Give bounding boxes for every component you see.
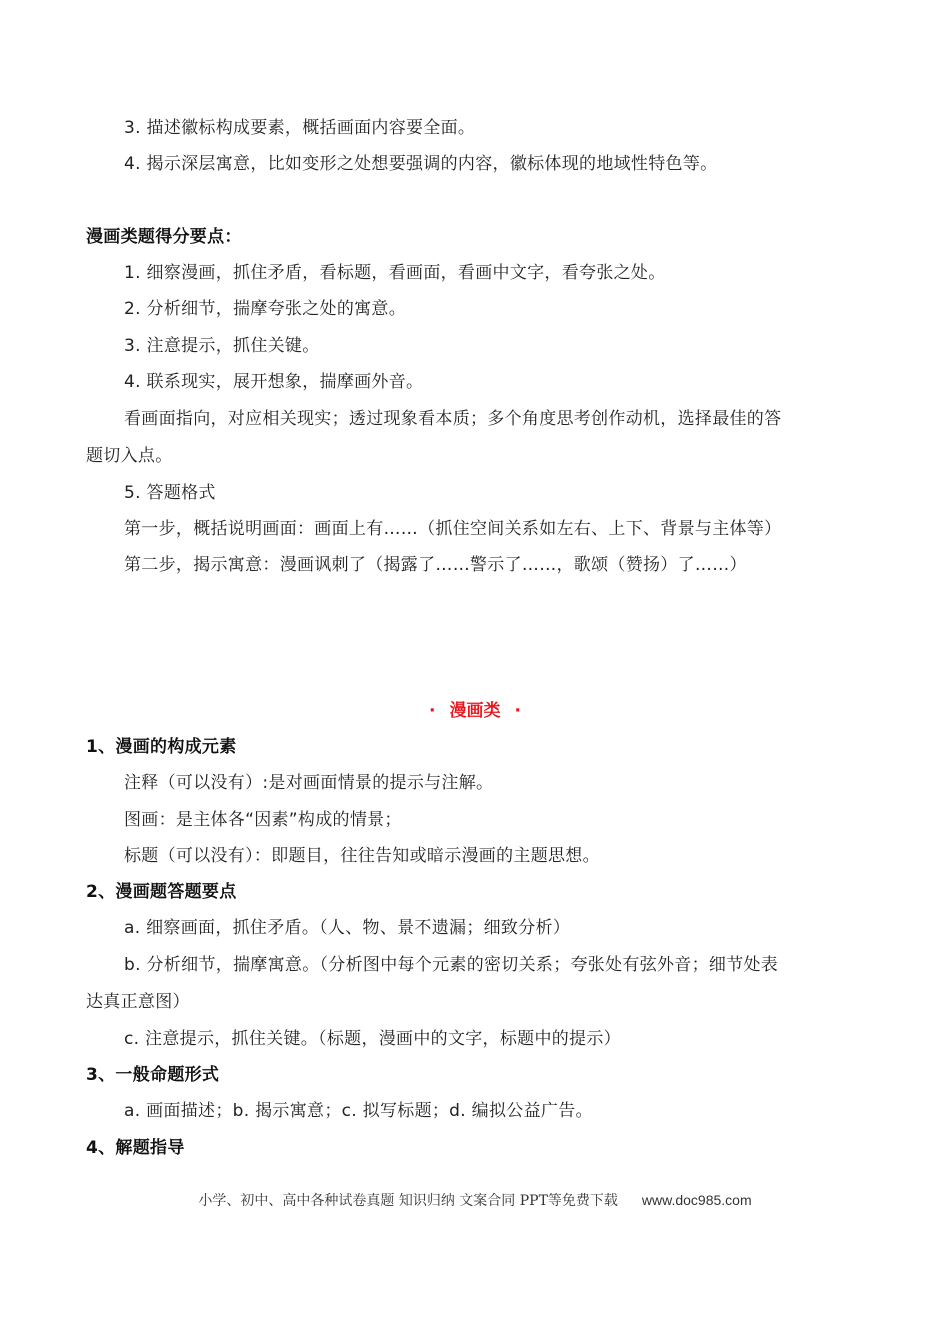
title-text: 漫画类 — [449, 701, 501, 721]
comic-section-title — [0, 699, 950, 723]
comic-point-1: 1. 细察漫画，抓住矛盾，看标题，看画面，看画中文字，看夸张之处。 — [124, 263, 666, 283]
element-picture: 图画：是主体各“因素”构成的情景； — [124, 810, 402, 830]
heading-2-answer-points: 2、漫画题答题要点 — [86, 882, 237, 902]
item-3-logo-elements: 3. 描述徽标构成要素，概括画面内容要全面。 — [124, 118, 476, 138]
answer-step-2: 第二步，揭示寓意：漫画讽刺了（揭露了……警示了……，歌颂（赞扬）了……） — [124, 555, 747, 575]
comic-point-2: 2. 分析细节，揣摩夸张之处的寓意。 — [124, 299, 407, 319]
answer-step-1: 第一步，概括说明画面：画面上有……（抓住空间关系如左右、上下、背景与主体等） — [124, 519, 782, 539]
comic-point-4: 4. 联系现实，展开想象，揣摩画外音。 — [124, 372, 424, 392]
heading-3-question-forms: 3、一般命题形式 — [86, 1065, 220, 1085]
element-annotation: 注释（可以没有）:是对画面情景的提示与注解。 — [124, 773, 494, 793]
heading-4-solving-guide: 4、解题指导 — [86, 1138, 185, 1158]
title-dot-left: · — [429, 701, 436, 721]
comic-point-3: 3. 注意提示，抓住关键。 — [124, 336, 320, 356]
footer-url: www.doc985.com — [641, 1192, 752, 1208]
answer-point-b-line-2: 达真正意图） — [86, 992, 190, 1012]
paragraph-line-1: 看画面指向，对应相关现实；透过现象看本质；多个角度思考创作动机，选择最佳的答 — [124, 409, 782, 429]
title-dot-right: · — [514, 701, 521, 721]
paragraph-line-2: 题切入点。 — [86, 446, 173, 466]
answer-point-c: c. 注意提示，抓住关键。（标题，漫画中的文字，标题中的提示） — [124, 1029, 621, 1049]
page-footer — [0, 1190, 950, 1210]
item-4-deep-meaning: 4. 揭示深层寓意，比如变形之处想要强调的内容，徽标体现的地域性特色等。 — [124, 154, 718, 174]
answer-point-b-line-1: b. 分析细节，揣摩寓意。（分析图中每个元素的密切关系；夸张处有弦外音；细节处表 — [124, 955, 779, 975]
question-forms-list: a. 画面描述；b. 揭示寓意；c. 拟写标题；d. 编拟公益广告。 — [124, 1101, 593, 1121]
answer-format-title: 5. 答题格式 — [124, 483, 216, 503]
answer-point-a: a. 细察画面，抓住矛盾。（人、物、景不遗漏；细致分析） — [124, 918, 571, 938]
section-heading-comic-scoring: 漫画类题得分要点： — [86, 227, 242, 247]
heading-1-elements: 1、漫画的构成元素 — [86, 737, 237, 757]
element-title: 标题（可以没有）：即题目，往往告知或暗示漫画的主题思想。 — [124, 846, 600, 866]
footer-text: 小学、初中、高中各种试卷真题 知识归纳 文案合同 PPT等免费下载 — [198, 1193, 618, 1209]
